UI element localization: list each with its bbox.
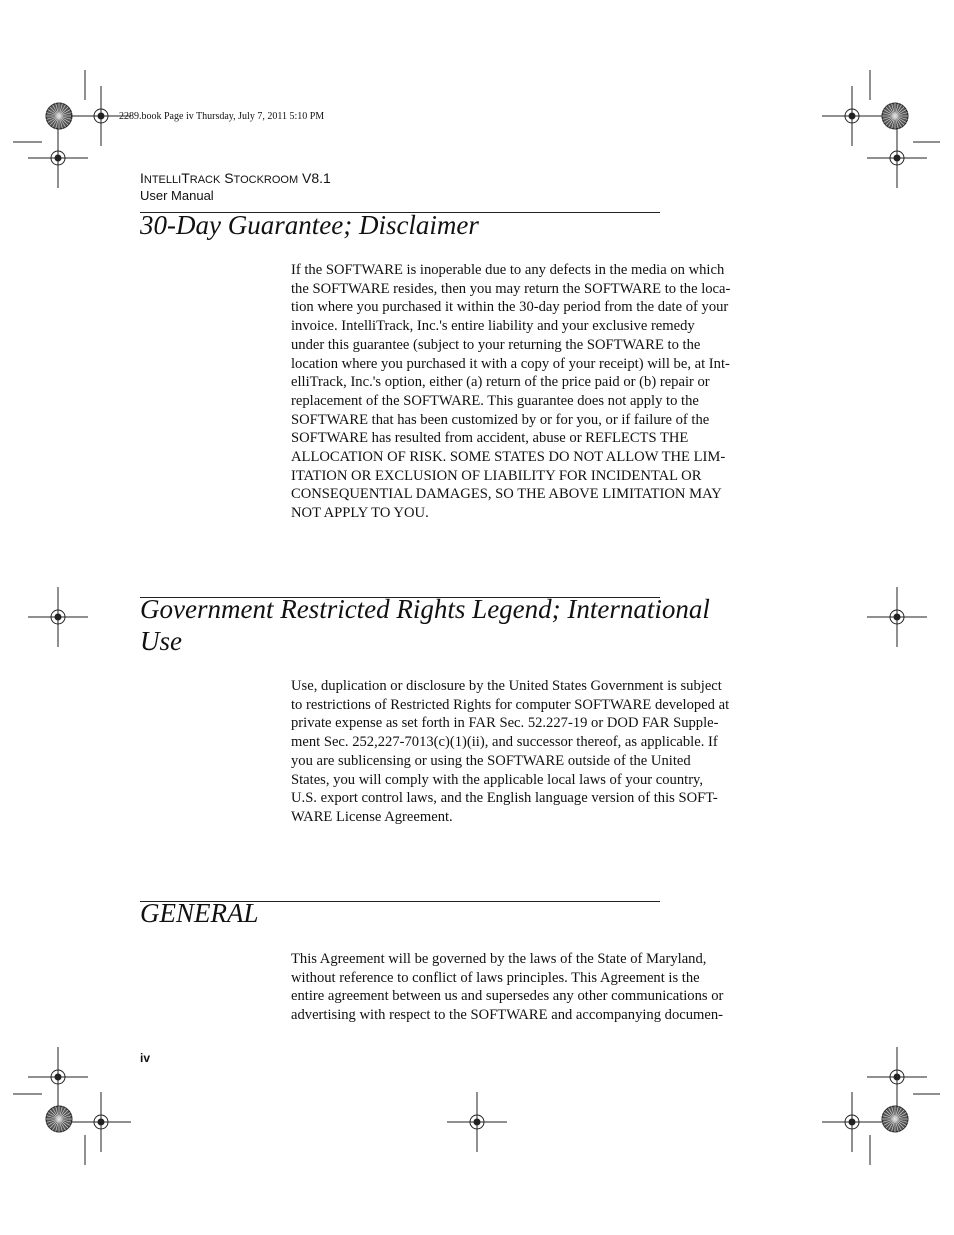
section-body-government: Use, duplication or disclosure by the United States Government is subject to restrictions of Restricted Rights for computer SOFTWARE developed at private expense as set forth in FAR Sec. 52.227-19 or DOD FAR Supple- ment Sec. 252,227-7013(c)(1)(ii), and successor thereof, as applicable. If you are sublicensing or using the SOFTWARE outside of the United States, you will comply with the applicable local laws of your country, U.S. export control laws, and the English language version of this SOFT- WARE License Agreement.: [291, 678, 730, 825]
crosshair-dot: [98, 113, 104, 119]
section-heading-government: Government Restricted Rights Legend; International Use: [140, 594, 710, 656]
running-head-subtitle: User Manual: [140, 188, 214, 203]
crosshair-dot: [894, 614, 900, 620]
crosshair-dot: [849, 113, 855, 119]
section-heading-general: GENERAL: [140, 898, 259, 928]
crosshair-dot: [55, 614, 61, 620]
page-number: iv: [140, 1051, 151, 1065]
section-heading-guarantee: 30-Day Guarantee; Disclaimer: [140, 210, 479, 240]
running-head-title: INTELLITRACK STOCKROOM V8.1: [140, 170, 331, 186]
crosshair-dot: [474, 1119, 480, 1125]
file-slug: 2289.book Page iv Thursday, July 7, 2011 5:10 PM: [119, 111, 325, 122]
crosshair-dot: [849, 1119, 855, 1125]
section-body-guarantee: If the SOFTWARE is inoperable due to any defects in the media on which the SOFTWARE resides, then you may return the SOFTWARE to the loca- tion where you purchased it within the 30-day period from the date of your invoice. IntelliTrack, Inc.'s entire liability and your exclusive remedy under this guarantee (subject to your returning the SOFTWARE to the location where you purchased it with a copy of your receipt) will be, at Int- elliTrack, Inc.'s option, either (a) return of the price paid or (b) repair or replacement of the SOFTWARE. This guarantee does not apply to the SOFTWARE that has been customized by or for you, or if failure of the SOFTWARE has resulted from accident, abuse or REFLECTS THE ALLOCATION OF RISK. SOME STATES DO NOT ALLOW THE LIM- ITATION OR EXCLUSION OF LIABILITY FOR INCIDENTAL OR CONSEQUENTIAL DAMAGES, SO THE ABOVE LIMITATION MAY NOT APPLY TO YOU.: [291, 262, 731, 522]
crosshair-dot: [55, 1074, 61, 1080]
crosshair-dot: [98, 1119, 104, 1125]
crosshair-dot: [55, 155, 61, 161]
crosshair-dot: [894, 155, 900, 161]
section-body-general: This Agreement will be governed by the laws of the State of Maryland, without reference to conflict of laws principles. This Agreement is the entire agreement between us and supersedes any other communications or advertising with respect to the SOFTWARE and accompanying documen-: [291, 951, 724, 1024]
crosshair-dot: [894, 1074, 900, 1080]
